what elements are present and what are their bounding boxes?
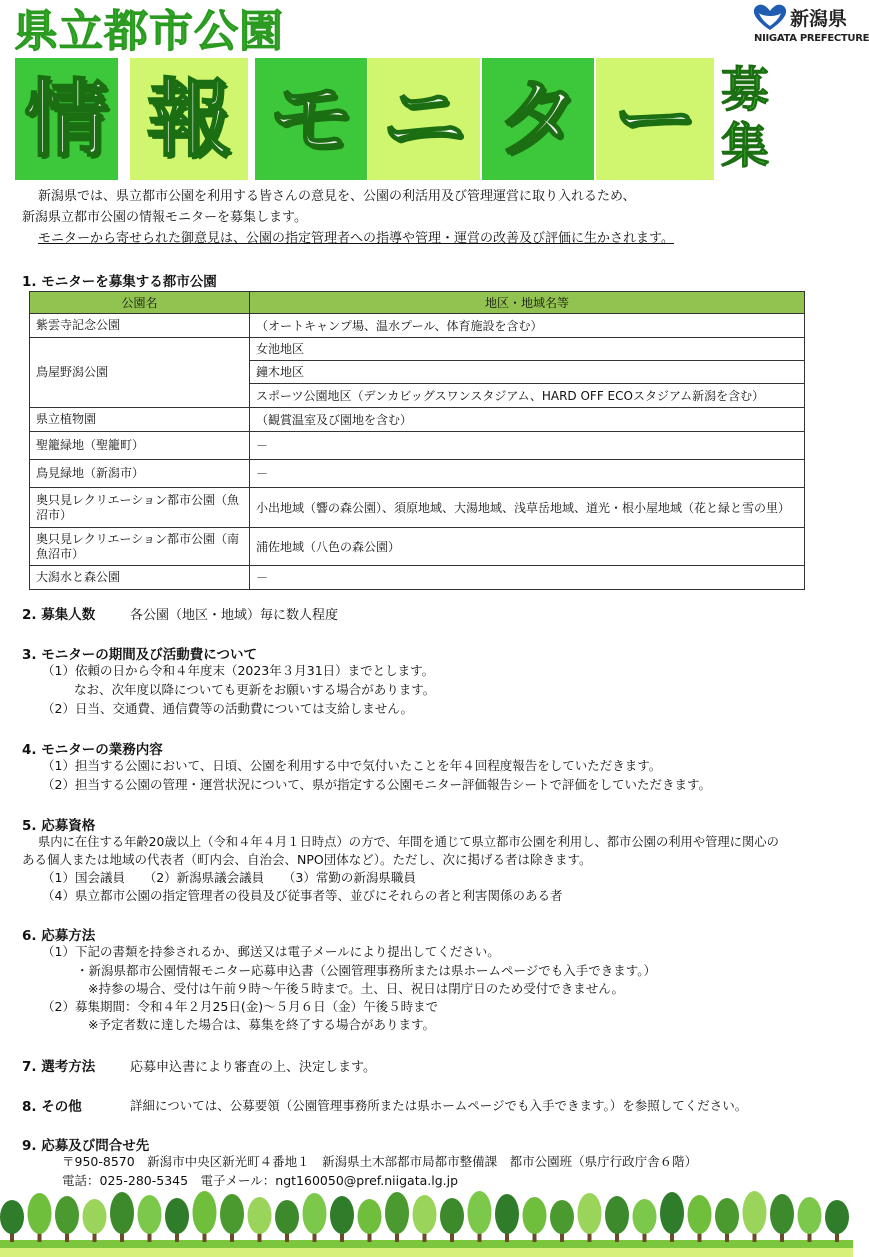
- section-6-line-3: ※持参の場合、受付は午前９時～午後５時まで。土、日、祝日は閉庁日のため受付できません。: [88, 981, 624, 996]
- title-tile-6: ー: [596, 58, 714, 180]
- tree-icon: [385, 1192, 409, 1242]
- tree-icon: [688, 1195, 712, 1242]
- tree-icon: [55, 1196, 79, 1242]
- table-row: [30, 488, 805, 528]
- tree-icon: [358, 1199, 382, 1242]
- tree-icon: [28, 1193, 52, 1242]
- title-tile-1: 情: [15, 58, 118, 180]
- intro-line-3: モニターから寄せられた御意見は、公園の指定管理者への指導や管理・運営の改善及び評価に生かされます。: [38, 231, 674, 246]
- title-tile-2: 報: [130, 58, 248, 180]
- contact-phone-email: 電話：025-280-5345 電子メール：ngt160050@pref.niigata.lg.jp: [62, 1173, 459, 1188]
- section-4-line-2: （2）担当する公園の管理・運営状況について、県が指定する公園モニター評価報告シートで評価をしていただきます。: [42, 777, 711, 792]
- park-area: －: [250, 432, 805, 460]
- tree-icon: [110, 1192, 134, 1242]
- park-area: （オートキャンプ場、温水プール、体育施設を含む）: [250, 314, 805, 338]
- tree-icon: [798, 1197, 822, 1242]
- park-area: 女池地区: [250, 338, 805, 361]
- section-6-line-4: （2）募集期間：令和４年２月25日(金)～５月６日（金）午後５時まで: [42, 999, 439, 1014]
- park-name: 奥只見レクリエーション都市公園（南魚沼市）: [30, 528, 250, 566]
- section-2-heading: 2. 募集人数: [22, 607, 96, 623]
- title-tile-4: ニ: [368, 58, 480, 180]
- park-area: 鐘木地区: [250, 361, 805, 384]
- section-7-heading: 7. 選考方法: [22, 1059, 96, 1075]
- intro-line-1: 新潟県では、県立都市公園を利用する皆さんの意見を、公園の利活用及び管理運営に取り入れるため、: [38, 189, 636, 204]
- tree-icon: [303, 1193, 327, 1242]
- tree-icon: [743, 1191, 767, 1242]
- intro-line-2: 新潟県立都市公園の情報モニターを募集します。: [22, 210, 307, 225]
- section-6-heading: 6. 応募方法: [22, 928, 96, 944]
- title-tile-3: モ: [255, 58, 367, 180]
- park-name: 鳥屋野潟公園: [30, 338, 250, 408]
- table-row: [30, 408, 805, 432]
- park-area: スポーツ公園地区（デンカビッグスワンスタジアム、HARD OFF ECOスタジアム新潟を含む）: [250, 384, 805, 408]
- logo-text-en: NIIGATA PREFECTURE: [754, 33, 869, 44]
- table-row: [30, 432, 805, 460]
- park-area: －: [250, 460, 805, 488]
- tree-icon: [633, 1199, 657, 1242]
- tree-row-decoration: [0, 1190, 853, 1257]
- park-area: －: [250, 566, 805, 590]
- tree-icon: [468, 1191, 492, 1242]
- table-row: [30, 528, 805, 566]
- section-3-line-3: （2）日当、交通費、通信費等の活動費については支給しません。: [42, 701, 413, 716]
- section-3-line-2: なお、次年度以降についても更新をお願いする場合があります。: [74, 682, 436, 697]
- tree-icon: [330, 1196, 354, 1242]
- tree-icon: [220, 1194, 244, 1242]
- section-2-text: 各公園（地区・地域）毎に数人程度: [130, 608, 339, 623]
- col-header-area: 地区・地域名等: [250, 292, 805, 314]
- page-title: 県立都市公園: [14, 6, 284, 57]
- section-5-line-2: ある個人または地域の代表者（町内会、自治会、NPO団体など）。ただし、次に掲げる者は除きます。: [22, 852, 592, 867]
- tree-icon: [413, 1195, 437, 1242]
- ground-stripe: [0, 1248, 853, 1257]
- tree-icon: [770, 1194, 794, 1242]
- park-area: （観賞温室及び園地を含む）: [250, 408, 805, 432]
- section-6-line-5: ※予定者数に達した場合は、募集を終了する場合があります。: [88, 1017, 435, 1032]
- section-3-heading: 3. モニターの期間及び活動費について: [22, 647, 257, 663]
- section-9-heading: 9. 応募及び問合せ先: [22, 1138, 150, 1154]
- section-4-line-1: （1）担当する公園において、日頃、公園を利用する中で気付いたことを年４回程度報告をしていただきます。: [42, 758, 662, 773]
- tree-icon: [193, 1191, 217, 1242]
- tree-icon: [550, 1200, 574, 1242]
- tree-icon: [165, 1198, 189, 1242]
- tree-icon: [138, 1195, 162, 1242]
- park-name: 鳥見緑地（新潟市）: [30, 460, 250, 488]
- section-4-heading: 4. モニターの業務内容: [22, 742, 163, 758]
- tree-icon: [523, 1197, 547, 1242]
- section-7-text: 応募申込書により審査の上、決定します。: [130, 1060, 376, 1075]
- tree-icon: [440, 1198, 464, 1242]
- tree-icon: [0, 1200, 24, 1242]
- park-name: 奥只見レクリエーション都市公園（魚沼市）: [30, 488, 250, 528]
- niigata-logo: [752, 2, 869, 48]
- tree-icon: [578, 1193, 602, 1242]
- section-5-line-1: 県内に在住する年齢20歳以上（令和４年４月１日時点）の方で、年間を通じて県立都市公園を利用し、都市公園の利用や管理に関心の: [38, 835, 779, 849]
- tree-icon: [275, 1200, 299, 1242]
- intro-text: [22, 186, 842, 249]
- tree-icon: [715, 1198, 739, 1242]
- tree-icon: [248, 1197, 272, 1242]
- section-5-line-4: （4）県立都市公園の指定管理者の役員及び従事者等、並びにそれらの者と利害関係のある者: [42, 888, 563, 903]
- park-area: 小出地域（響の森公園）、須原地域、大湯地域、浅草岳地域、道光・根小屋地域（花と緑と雪の里）: [250, 488, 805, 528]
- park-name: 県立植物園: [30, 408, 250, 432]
- tree-icon: [83, 1199, 107, 1242]
- parks-table: [29, 291, 805, 590]
- niigata-heart-icon: [752, 2, 788, 32]
- tree-icon: [660, 1192, 684, 1242]
- park-area: 浦佐地域（八色の森公園）: [250, 528, 805, 566]
- section-6-line-2: ・新潟県都市公園情報モニター応募申込書（公園管理事務所または県ホームページでも入手できます。）: [76, 963, 657, 978]
- col-header-park: 公園名: [30, 292, 250, 314]
- section-5-line-3: （1）国会議員 （2）新潟県議会議員 （3）常勤の新潟県職員: [42, 870, 416, 885]
- boshu-label: 募集: [720, 62, 769, 174]
- table-row: [30, 314, 805, 338]
- section-1-heading: 1. モニターを募集する都市公園: [22, 274, 217, 290]
- contact-address: 〒950-8570 新潟市中央区新光町４番地１ 新潟県土木部都市局都市整備課 都市公園班（県庁行政庁舎６階）: [62, 1154, 698, 1169]
- section-5-heading: 5. 応募資格: [22, 818, 96, 834]
- park-name: 大潟水と森公園: [30, 566, 250, 590]
- title-tiles: [15, 58, 725, 180]
- park-name: 聖籠緑地（聖籠町）: [30, 432, 250, 460]
- table-row: [30, 460, 805, 488]
- logo-text-jp: 新潟県: [790, 8, 848, 30]
- section-8-heading: 8. その他: [22, 1099, 82, 1115]
- title-tile-5: タ: [482, 58, 594, 180]
- section-8-text: 詳細については、公募要領（公園管理事務所または県ホームページでも入手できます。）を参照してください。: [130, 1098, 748, 1113]
- park-name: 紫雲寺記念公園: [30, 314, 250, 338]
- section-3-line-1: （1）依頼の日から令和４年度末（2023年３月31日）までとします。: [42, 663, 435, 678]
- section-6-line-1: （1）下記の書類を持参されるか、郵送又は電子メールにより提出してください。: [42, 944, 500, 959]
- tree-icon: [825, 1200, 849, 1242]
- table-header-row: [30, 292, 805, 314]
- table-row: [30, 566, 805, 590]
- table-row: [30, 338, 805, 361]
- tree-icon: [605, 1196, 629, 1242]
- tree-icon: [495, 1194, 519, 1242]
